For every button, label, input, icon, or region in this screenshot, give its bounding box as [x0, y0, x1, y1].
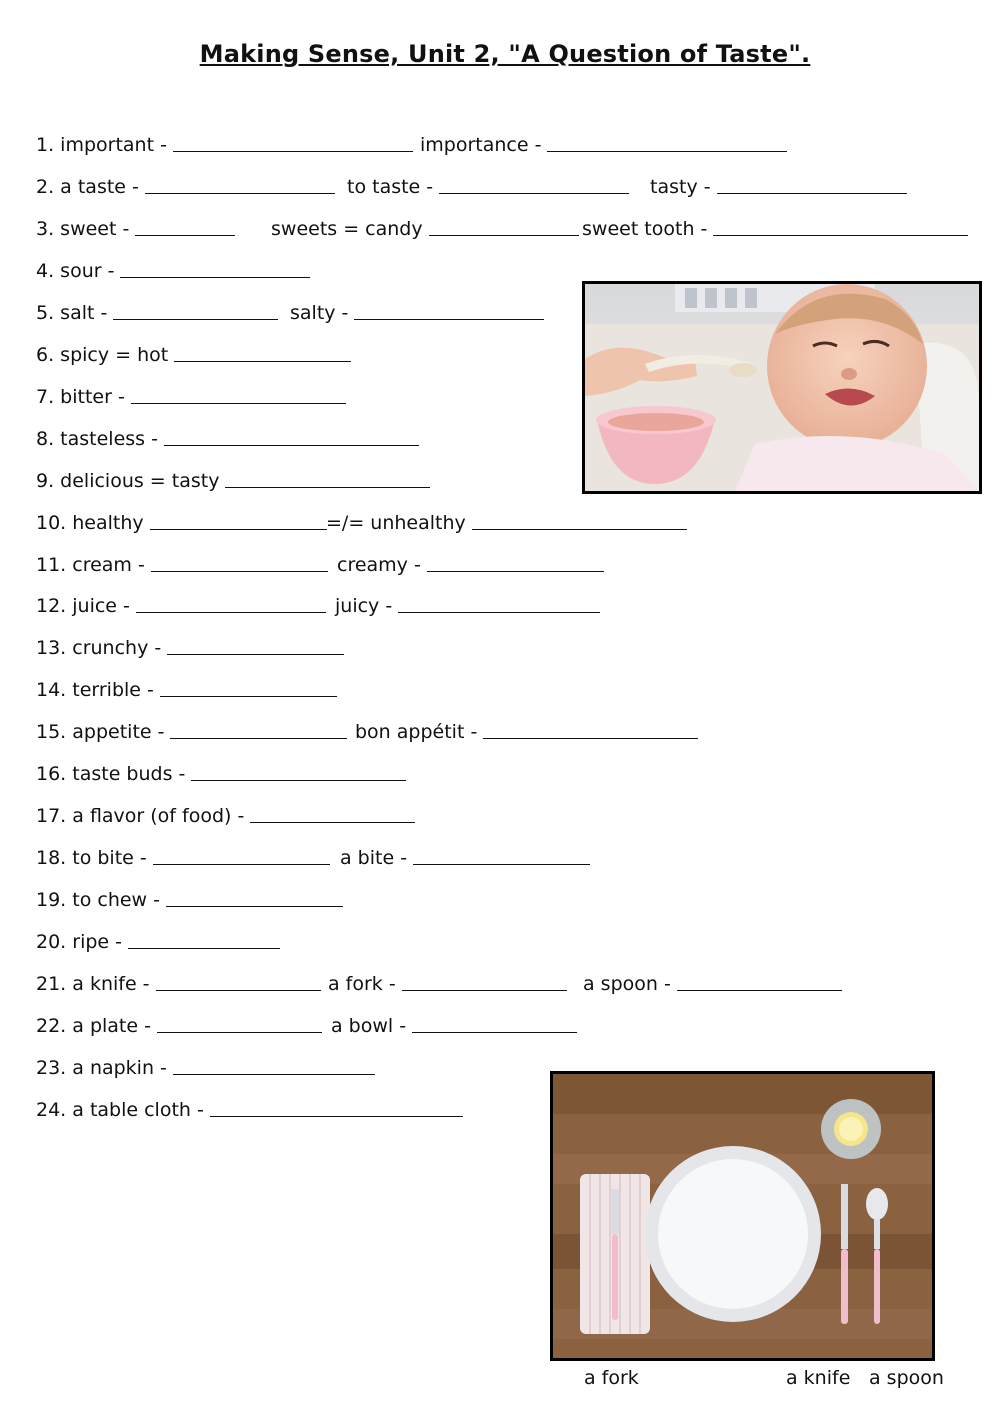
vocab-term — [36, 176, 335, 198]
vocab-term — [36, 679, 337, 701]
answer-blank[interactable] — [156, 989, 321, 991]
answer-blank[interactable] — [174, 360, 351, 362]
vocab-term — [36, 637, 344, 659]
answer-blank[interactable] — [210, 1115, 463, 1117]
caption-fork: a fork — [584, 1367, 639, 1389]
vocab-label: 11. cream - — [36, 553, 145, 576]
vocab-term — [36, 1099, 463, 1121]
vocab-term — [36, 428, 419, 450]
answer-blank[interactable] — [151, 570, 328, 572]
baby-tasting-photo — [582, 281, 982, 494]
answer-blank[interactable] — [120, 276, 310, 278]
vocab-term — [36, 721, 347, 743]
vocab-label: 12. juice - — [36, 595, 130, 618]
vocab-label: 4. sour - — [36, 259, 115, 282]
caption-knife: a knife — [786, 1367, 851, 1389]
vocab-term — [337, 554, 604, 576]
vocab-term — [36, 973, 321, 995]
answer-blank[interactable] — [413, 863, 590, 865]
answer-blank[interactable] — [131, 402, 346, 404]
vocab-label: tasty - — [650, 175, 711, 198]
answer-blank[interactable] — [173, 150, 413, 152]
knife-icon — [841, 1184, 848, 1249]
page-title: Making Sense, Unit 2, "A Question of Taste". — [199, 40, 811, 68]
vocab-term — [36, 134, 413, 156]
answer-blank[interactable] — [153, 863, 330, 865]
vocab-term — [36, 512, 327, 534]
answer-blank[interactable] — [191, 779, 406, 781]
vocab-term — [36, 470, 430, 492]
answer-blank[interactable] — [398, 611, 600, 613]
vocab-label: 1. important - — [36, 134, 167, 156]
vocab-label: 6. spicy = hot — [36, 343, 169, 366]
spoon-icon — [866, 1188, 888, 1220]
vocab-term — [36, 763, 406, 785]
vocab-label: a fork - — [328, 973, 396, 995]
answer-blank[interactable] — [164, 444, 419, 446]
vocab-label: 13. crunchy - — [36, 637, 162, 660]
vocab-label: 24. a table cloth - — [36, 1098, 204, 1121]
vocab-term — [36, 344, 351, 366]
answer-blank[interactable] — [160, 695, 337, 697]
answer-blank[interactable] — [402, 989, 567, 991]
vocab-term — [36, 218, 235, 240]
vocab-label: 17. a flavor (of food) - — [36, 805, 245, 828]
vocab-label: to taste - — [347, 175, 434, 198]
vocab-term — [36, 931, 280, 953]
answer-blank[interactable] — [136, 611, 326, 613]
vocab-label: 10. healthy — [36, 511, 144, 534]
answer-blank[interactable] — [439, 192, 629, 194]
vocab-term — [420, 134, 787, 156]
answer-blank[interactable] — [250, 821, 415, 823]
answer-blank[interactable] — [713, 234, 968, 236]
vocab-label: 2. a taste - — [36, 175, 139, 198]
vocab-label: 23. a napkin - — [36, 1056, 167, 1079]
vocab-term — [36, 386, 346, 408]
vocab-term — [36, 847, 330, 869]
table-setting-photo — [550, 1071, 935, 1361]
vocab-term — [335, 595, 600, 617]
table-setting-illustration — [553, 1074, 932, 1358]
vocab-label: 14. terrible - — [36, 679, 154, 702]
vocab-label: 19. to chew - — [36, 889, 160, 912]
vocab-term — [290, 302, 544, 324]
vocab-label: 3. sweet - — [36, 217, 130, 240]
vocab-label: 7. bitter - — [36, 385, 125, 408]
vocab-term — [328, 973, 567, 995]
vocab-term — [36, 260, 310, 282]
vocab-label: a bite - — [340, 847, 408, 870]
answer-blank[interactable] — [167, 653, 344, 655]
vocab-term — [326, 512, 687, 534]
vocab-term — [36, 1057, 375, 1079]
vocab-term — [340, 847, 590, 869]
answer-blank[interactable] — [157, 1031, 322, 1033]
vocab-term — [650, 176, 907, 198]
vocab-label: 18. to bite - — [36, 847, 147, 870]
vocab-label: importance - — [420, 134, 542, 156]
vocab-term — [36, 889, 343, 911]
vocab-label: 8. tasteless - — [36, 427, 158, 450]
answer-blank[interactable] — [547, 150, 787, 152]
vocab-term — [36, 1015, 322, 1037]
vocab-term — [583, 973, 842, 995]
vocab-label: creamy - — [337, 553, 421, 576]
answer-blank[interactable] — [166, 905, 343, 907]
answer-blank[interactable] — [173, 1073, 375, 1075]
vocab-label: juicy - — [335, 595, 393, 618]
fork-icon — [611, 1189, 619, 1234]
vocab-label: 20. ripe - — [36, 931, 122, 954]
vocab-label: 22. a plate - — [36, 1014, 151, 1037]
vocab-term — [36, 554, 328, 576]
vocab-label: sweet tooth - — [582, 217, 708, 240]
answer-blank[interactable] — [412, 1031, 577, 1033]
vocab-label: 16. taste buds - — [36, 763, 186, 786]
vocab-label: sweets = candy — [271, 217, 423, 240]
caption-spoon: a spoon — [869, 1367, 944, 1389]
answer-blank[interactable] — [135, 234, 235, 236]
baby-illustration — [585, 284, 979, 491]
answer-blank[interactable] — [483, 737, 698, 739]
vocab-label: 15. appetite - — [36, 721, 165, 744]
answer-blank[interactable] — [354, 318, 544, 320]
vocab-label: 5. salt - — [36, 301, 108, 324]
vocab-term — [36, 302, 278, 324]
vocab-term — [355, 721, 698, 743]
answer-blank[interactable] — [717, 192, 907, 194]
answer-blank[interactable] — [170, 737, 347, 739]
vocab-label: 21. a knife - — [36, 973, 150, 995]
answer-blank[interactable] — [225, 486, 430, 488]
answer-blank[interactable] — [150, 528, 327, 530]
answer-blank[interactable] — [472, 528, 687, 530]
vocab-label: bon appétit - — [355, 721, 478, 744]
answer-blank[interactable] — [427, 570, 604, 572]
answer-blank[interactable] — [145, 192, 335, 194]
vocab-term — [582, 218, 968, 240]
vocab-label: =/= unhealthy — [326, 511, 466, 534]
vocab-term — [36, 595, 326, 617]
answer-blank[interactable] — [113, 318, 278, 320]
vocab-label: a bowl - — [331, 1014, 407, 1037]
vocab-label: 9. delicious = tasty — [36, 469, 220, 492]
vocab-label: salty - — [290, 301, 349, 324]
vocab-term — [331, 1015, 577, 1037]
vocab-label: a spoon - — [583, 973, 671, 995]
vocab-term — [271, 218, 579, 240]
vocab-term — [36, 805, 415, 827]
answer-blank[interactable] — [429, 234, 579, 236]
answer-blank[interactable] — [677, 989, 842, 991]
answer-blank[interactable] — [128, 947, 280, 949]
vocab-term — [347, 176, 629, 198]
